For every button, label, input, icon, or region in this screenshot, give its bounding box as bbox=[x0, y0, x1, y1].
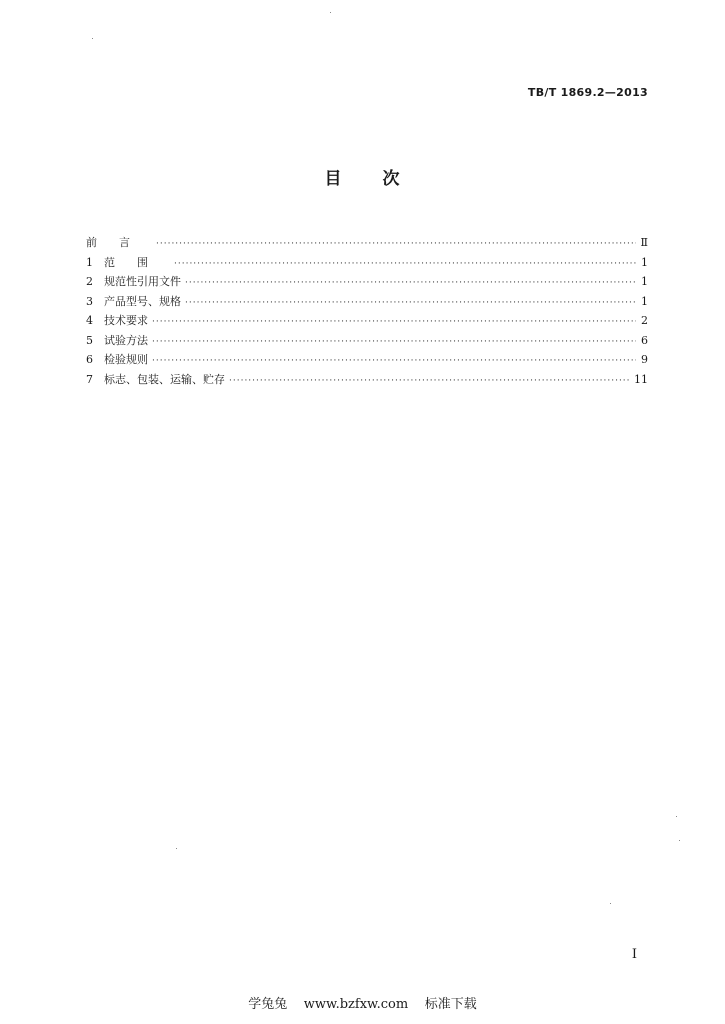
toc-entry-number: 1 bbox=[86, 255, 93, 269]
toc-entry-number: 3 bbox=[86, 294, 93, 308]
scan-speck bbox=[676, 816, 677, 817]
toc-leader-dots bbox=[174, 255, 636, 275]
toc-entry-page: 1 bbox=[641, 255, 648, 269]
toc-leader-dots bbox=[229, 372, 630, 392]
toc-entry-number: 5 bbox=[86, 333, 93, 347]
footer-site-name: 学兔兔 bbox=[248, 997, 288, 1012]
toc-entry-number: 7 bbox=[86, 372, 93, 386]
standard-code: TB/T 1869.2—2013 bbox=[527, 86, 648, 99]
toc-entry-page: 9 bbox=[641, 353, 648, 366]
toc-entry-foreword[interactable] bbox=[86, 233, 648, 253]
toc-entry-label: 范围 bbox=[104, 255, 170, 269]
toc-entry-page: 6 bbox=[641, 333, 648, 347]
toc-entry-number: 6 bbox=[86, 353, 93, 366]
scan-speck bbox=[92, 38, 93, 39]
page-title bbox=[0, 164, 725, 189]
title-char-1: 目 bbox=[324, 169, 343, 189]
toc-entry-number: 4 bbox=[86, 314, 93, 327]
scan-speck bbox=[679, 840, 680, 841]
table-of-contents bbox=[86, 233, 648, 389]
toc-entry-page: 11 bbox=[634, 372, 648, 386]
toc-entry-label: 检验规则 bbox=[104, 353, 148, 366]
toc-entry-label: 试验方法 bbox=[104, 333, 148, 347]
toc-leader-dots bbox=[185, 274, 636, 294]
toc-leader-dots bbox=[152, 333, 636, 353]
scan-speck bbox=[610, 903, 611, 904]
page-number: I bbox=[631, 947, 637, 962]
toc-entry-5[interactable] bbox=[86, 331, 648, 351]
toc-entry-label: 技术要求 bbox=[104, 314, 148, 327]
scan-speck bbox=[330, 12, 331, 13]
toc-entry-number: 2 bbox=[86, 275, 93, 288]
toc-entry-page: 2 bbox=[641, 314, 648, 327]
scan-speck bbox=[176, 848, 177, 849]
toc-entry-label: 规范性引用文件 bbox=[104, 275, 181, 288]
toc-entry-label: 产品型号、规格 bbox=[104, 294, 181, 308]
toc-leader-dots bbox=[156, 235, 636, 255]
toc-entry-label: 前言 bbox=[86, 236, 152, 249]
toc-entry-4[interactable] bbox=[86, 311, 648, 331]
toc-entry-1[interactable] bbox=[86, 253, 648, 273]
toc-entry-7[interactable] bbox=[86, 370, 648, 390]
toc-entry-page: 1 bbox=[641, 294, 648, 308]
toc-entry-3[interactable] bbox=[86, 292, 648, 312]
title-char-2: 次 bbox=[382, 169, 401, 189]
footer-tagline: 标准下载 bbox=[424, 997, 477, 1012]
toc-entry-2[interactable] bbox=[86, 272, 648, 292]
toc-entry-label: 标志、包装、运输、贮存 bbox=[104, 372, 225, 386]
toc-entry-6[interactable] bbox=[86, 350, 648, 370]
footer-url[interactable]: www.bzfxw.com bbox=[303, 997, 409, 1012]
toc-entry-page: Ⅱ bbox=[640, 236, 648, 249]
toc-entry-page: 1 bbox=[641, 275, 648, 288]
footer-watermark bbox=[0, 993, 725, 1012]
toc-leader-dots bbox=[152, 313, 636, 333]
toc-leader-dots bbox=[185, 294, 636, 314]
